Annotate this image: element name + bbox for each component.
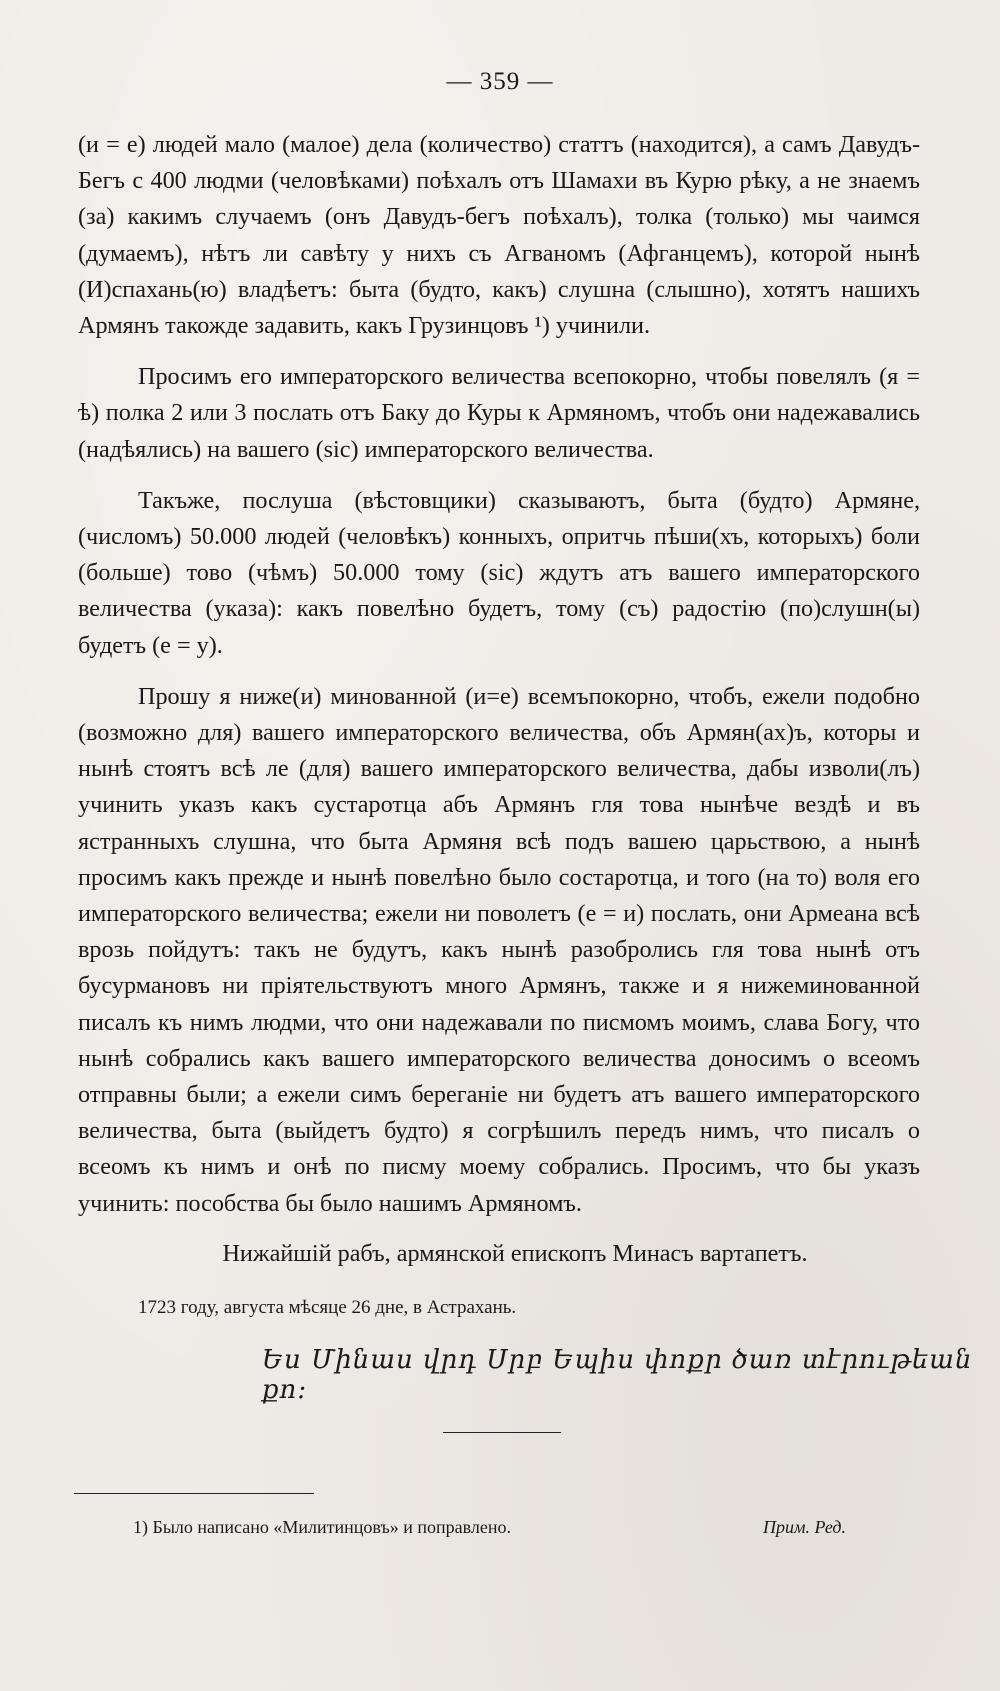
footnote-divider: [74, 1493, 314, 1494]
signature-line: Нижайшій рабъ, армянской епископъ Минасъ вартапетъ.: [222, 1240, 808, 1267]
paragraph-1: (и = е) людей мало (малое) дела (количество) статтъ (находится), а самъ Давудъ-Бегъ с 400 людми (человѣками) поѣхалъ отъ Шамахи въ Курю рѣку, а не знаемъ (за) какимъ случаемъ (онъ Давудъ-бегъ поѣхалъ), толка (только) мы чаимся (думаемъ), нѣтъ ли савѣту у нихъ съ Агваномъ (Афганцемъ), которой нынѣ (И)спахань(ю) владѣетъ: быта (будто, какъ) слушна (слышно), хотятъ нашихъ Армянъ такожде задавить, какъ Грузинцовъ ¹) учинили.: [78, 131, 920, 340]
paragraph-2: Просимъ его императорского величества всепокорно, чтобы повелялъ (я = ѣ) полка 2 или 3 послать отъ Баку до Куры к Армяномъ, чтобъ они надежавались (надѣялись) на вашего (sic) императорского величества.: [78, 363, 920, 463]
main-text: [78, 127, 920, 1237]
center-divider: [443, 1432, 561, 1433]
armenian-signature: Ես Մինաս վրդ Սրբ Եպիս փոքր ծառ տէրութեան քո։: [262, 1345, 973, 1405]
paragraph-3: Такъже, послуша (вѣстовщики) сказываютъ, быта (будто) Армяне, (числомъ) 50.000 людей (человѣкъ) конныхъ, опритчь пѣши(хъ, которыхъ) боли (больше) тово (чѣмъ) 50.000 тому (sic) ждутъ атъ вашего императорского величества (указа): какъ повелѣно будетъ, тому (съ) радостію (по)слушн(ы) будетъ (е = у).: [78, 486, 920, 659]
paragraph-4: Прошу я ниже(и) минованной (и=е) всемъпокорно, чтобъ, ежели подобно (возможно для) вашего императорского величества, объ Армян(ах)ъ, которы и нынѣ стоятъ всѣ ле (для) вашего императорского величества, дабы изволи(лъ) учинить указъ какъ сустаротца абъ Армянъ гля това нынѣче вездѣ и въ ястранныхъ слушна, что быта Армяня всѣ подъ вашею царьствою, а нынѣ просимъ какъ прежде и нынѣ повелѣно было состаротца, и того (на то) воля его императорского величества; ежели ни поволетъ (е = и) послать, они Армеана всѣ врозь пойдутъ: такъ не будутъ, какъ нынѣ разобролись гля това нынѣ отъ бусурмановъ ни пріятельствуютъ много Армянъ, также и я нижеминованной писалъ къ нимъ людми, что они надежавали по писмомъ моимъ, слава Богу, что нынѣ собрались какъ вашего императорского величества доносимъ о всеомъ отправны были; а ежели симъ береганіе ни будетъ атъ вашего императорского величества, быта (выйдетъ будто) я согрѣшилъ передъ нимъ, что писалъ о всеомъ къ нимъ и онѣ по писму моему собрались. Просимъ, что бы указъ учинить: пособства бы было нашимъ Армяномъ.: [78, 682, 920, 1217]
dateline: 1723 году, августа мѣсяце 26 дне, в Астрахань.: [138, 1297, 517, 1318]
editor-note: Прим. Ред.: [763, 1517, 846, 1537]
page-number: — 359 —: [446, 68, 554, 95]
footnote: 1) Было написано «Милитинцовъ» и поправлено.: [133, 1517, 512, 1537]
